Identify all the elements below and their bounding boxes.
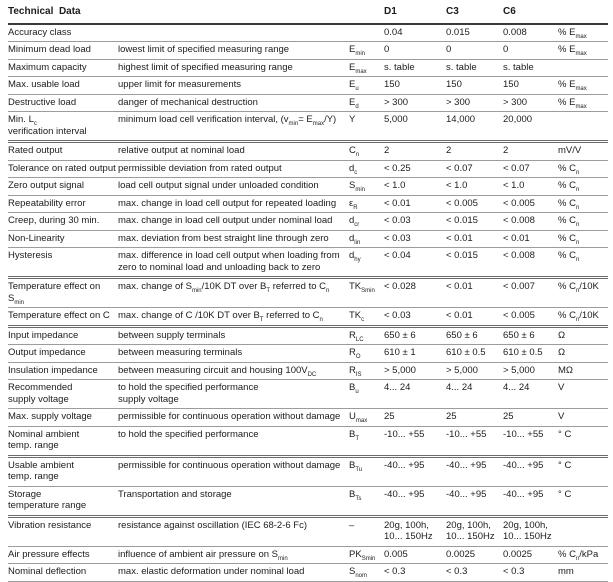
value-cell-c3: > 5,000 [446,362,503,380]
symbol-cell: $B_T$ [349,426,384,456]
row-description-cell: max. change of $S_{min}/10K$ DT over $B_T$ referred to $C_n$ [118,278,349,308]
value-cell-c6: s. table [503,59,558,77]
row-name-cell: Usable ambient temp. range [8,456,118,486]
value-cell-d1: < 0.01 [384,195,446,213]
row-name-cell: Max. supply voltage [8,409,118,427]
value-cell-c6: 20g, 100h, 10... 150Hz [503,516,558,546]
table-header [8,3,608,24]
value-cell-c3: < 1.0 [446,178,503,196]
row-description-cell: max. change of C /10K DT over $B_T$ referred to $C_n$ [118,308,349,327]
table-header-row [8,3,608,24]
symbol-cell [349,24,384,42]
value-cell-d1: 650 ± 6 [384,326,446,345]
table-row [8,112,608,142]
unit-cell [558,516,608,546]
value-cell-d1: < 0.028 [384,278,446,308]
symbol-cell: $C_n$ [349,142,384,161]
table-row [8,278,608,308]
row-description-cell: upper limit for measurements [118,77,349,95]
value-cell-c6: -40... +95 [503,486,558,516]
value-cell-c6: < 0.008 [503,213,558,231]
unit-cell: % $E_{max}$ [558,24,608,42]
row-name-cell: Insulation impedance [8,362,118,380]
unit-cell: % $E_{max}$ [558,94,608,112]
value-cell-c6: 2 [503,142,558,161]
unit-cell: ° C [558,486,608,516]
value-cell-c3: 650 ± 6 [446,326,503,345]
row-name-cell: Hysteresis [8,248,118,278]
unit-cell [558,59,608,77]
value-cell-c6: < 0.07 [503,160,558,178]
value-cell-d1: > 5,000 [384,362,446,380]
row-description-cell: permissible for continuous operation without damage [118,409,349,427]
value-cell-c6: > 300 [503,94,558,112]
value-cell-d1: 20g, 100h, 10... 150Hz [384,516,446,546]
column-header-c3: C3 [446,6,459,17]
unit-cell [558,112,608,142]
technical-data-table [8,3,608,582]
symbol-cell: $S_{min}$ [349,178,384,196]
row-name-cell: Input impedance [8,326,118,345]
symbol-cell: $E_d$ [349,94,384,112]
symbol-cell: $d_{hy}$ [349,248,384,278]
table-row [8,426,608,456]
row-description-cell: relative output at nominal load [118,142,349,161]
value-cell-c6: 4... 24 [503,380,558,409]
row-description-cell: to hold the specified performance supply voltage [118,380,349,409]
value-cell-c3: 0.0025 [446,546,503,564]
row-name-cell: Creep, during 30 min. [8,213,118,231]
value-cell-c3: -40... +95 [446,486,503,516]
value-cell-d1: -40... +95 [384,456,446,486]
value-cell-c3: < 0.015 [446,213,503,231]
value-cell-c6: 650 ± 6 [503,326,558,345]
value-cell-c6: 0.008 [503,24,558,42]
row-name-cell: Destructive load [8,94,118,112]
value-cell-c3: -40... +95 [446,456,503,486]
value-cell-d1: > 300 [384,94,446,112]
table-row [8,546,608,564]
table-row [8,142,608,161]
value-cell-c3: 14,000 [446,112,503,142]
unit-cell: % $C_n$ [558,195,608,213]
unit-cell: ° C [558,426,608,456]
value-cell-c3: < 0.07 [446,160,503,178]
value-cell-c6: < 1.0 [503,178,558,196]
table-row [8,486,608,516]
value-cell-d1: < 0.25 [384,160,446,178]
table-row [8,326,608,345]
value-cell-c3: 0.015 [446,24,503,42]
table-row [8,77,608,95]
row-name-cell: Output impedance [8,345,118,363]
row-description-cell: permissible for continuous operation without damage [118,456,349,486]
unit-cell: % $C_n$ [558,248,608,278]
row-description-cell: max. change in load cell output for repeated loading [118,195,349,213]
row-description-cell: max. difference in load cell output when loading from zero to nominal load and unloading back to zero [118,248,349,278]
unit-cell: % $C_n/10K$ [558,278,608,308]
value-cell-c3: < 0.3 [446,564,503,582]
value-cell-c6: 0.0025 [503,546,558,564]
row-name-cell: Maximum capacity [8,59,118,77]
value-cell-c3: < 0.01 [446,230,503,248]
symbol-cell: $d_{cr}$ [349,213,384,231]
row-description-cell: between measuring circuit and housing $100V_{DC}$ [118,362,349,380]
value-cell-c3: 25 [446,409,503,427]
value-cell-d1: 0.04 [384,24,446,42]
value-cell-d1: -40... +95 [384,486,446,516]
row-name-cell: Non-Linearity [8,230,118,248]
symbol-cell: Y [349,112,384,142]
row-name-cell: Tolerance on rated output [8,160,118,178]
unit-cell: % $C_n/10K$ [558,308,608,327]
symbol-cell: $E_{max}$ [349,59,384,77]
row-name-cell: Air pressure effects [8,546,118,564]
row-description-cell: Transportation and storage [118,486,349,516]
unit-cell: MΩ [558,362,608,380]
unit-cell: V [558,409,608,427]
table-row [8,516,608,546]
row-name-cell: Repeatability error [8,195,118,213]
row-description-cell: highest limit of specified measuring range [118,59,349,77]
table-row [8,308,608,327]
column-header-d1: D1 [384,6,397,17]
value-cell-c6: 610 ± 0.5 [503,345,558,363]
row-name-cell: Nominal ambient temp. range [8,426,118,456]
value-cell-c3: 610 ± 0.5 [446,345,503,363]
value-cell-c3: < 0.005 [446,195,503,213]
value-cell-d1: < 0.04 [384,248,446,278]
table-row [8,42,608,60]
table-row [8,248,608,278]
row-name-cell: Temperature effect on $S_{min}$ [8,278,118,308]
value-cell-c3: 20g, 100h, 10... 150Hz [446,516,503,546]
column-header-c6: C6 [503,6,516,17]
value-cell-d1: 5,000 [384,112,446,142]
symbol-cell: $R_{IS}$ [349,362,384,380]
value-cell-d1: 4... 24 [384,380,446,409]
table-row [8,362,608,380]
unit-cell: % $E_{max}$ [558,77,608,95]
value-cell-c6: -10... +55 [503,426,558,456]
unit-cell: % $C_n$ [558,213,608,231]
unit-cell: % $E_{max}$ [558,42,608,60]
table-row [8,409,608,427]
row-description-cell: danger of mechanical destruction [118,94,349,112]
table-row [8,160,608,178]
value-cell-c6: < 0.007 [503,278,558,308]
symbol-cell: $E_{min}$ [349,42,384,60]
value-cell-d1: 0.005 [384,546,446,564]
symbol-cell: $d_c$ [349,160,384,178]
table-row [8,59,608,77]
symbol-cell: $\varepsilon_R$ [349,195,384,213]
value-cell-d1: 2 [384,142,446,161]
table-row [8,456,608,486]
value-cell-c6: -40... +95 [503,456,558,486]
table-row [8,380,608,409]
value-cell-d1: 25 [384,409,446,427]
row-description-cell [118,24,349,42]
value-cell-d1: -10... +55 [384,426,446,456]
symbol-cell: – [349,516,384,546]
row-name-cell: Recommended supply voltage [8,380,118,409]
symbol-cell: $B_{Tu}$ [349,456,384,486]
value-cell-d1: 150 [384,77,446,95]
symbol-cell: $TK_c$ [349,308,384,327]
row-description-cell: influence of ambient air pressure on $S_{min}$ [118,546,349,564]
value-cell-d1: 0 [384,42,446,60]
row-name-cell: Nominal deflection [8,564,118,582]
value-cell-c6: < 0.005 [503,308,558,327]
value-cell-c6: < 0.3 [503,564,558,582]
value-cell-d1: 610 ± 1 [384,345,446,363]
value-cell-d1: < 1.0 [384,178,446,196]
row-description-cell: resistance against oscillation (IEC 68-2-6 Fc) [118,516,349,546]
symbol-cell: $B_{Ts}$ [349,486,384,516]
symbol-cell: $B_u$ [349,380,384,409]
unit-cell: mV/V [558,142,608,161]
unit-cell: % $C_n$/kPa [558,546,608,564]
table-row [8,94,608,112]
value-cell-c3: 150 [446,77,503,95]
value-cell-d1: < 0.03 [384,230,446,248]
value-cell-c3: 0 [446,42,503,60]
row-name-cell: Min. $L_c$ verification interval [8,112,118,142]
value-cell-c3: < 0.015 [446,248,503,278]
value-cell-c3: 4... 24 [446,380,503,409]
row-name-cell: Accuracy class [8,24,118,42]
value-cell-d1: < 0.3 [384,564,446,582]
value-cell-c6: < 0.005 [503,195,558,213]
table-row [8,345,608,363]
row-description-cell: load cell output signal under unloaded condition [118,178,349,196]
row-description-cell: max. deviation from best straight line through zero [118,230,349,248]
table-row [8,195,608,213]
unit-cell: Ω [558,326,608,345]
symbol-cell: $d_{lin}$ [349,230,384,248]
value-cell-c6: 20,000 [503,112,558,142]
row-name-cell: Rated output [8,142,118,161]
symbol-cell: $R_{LC}$ [349,326,384,345]
row-name-cell: Vibration resistance [8,516,118,546]
column-header-unit [558,3,608,24]
symbol-cell: $U_{max}$ [349,409,384,427]
table-row [8,230,608,248]
value-cell-c3: -10... +55 [446,426,503,456]
table-row [8,213,608,231]
value-cell-d1: < 0.03 [384,213,446,231]
value-cell-c3: > 300 [446,94,503,112]
row-description-cell: minimum load cell verification interval, $(v_{min}= E_{max}/Y)$ [118,112,349,142]
value-cell-d1: < 0.03 [384,308,446,327]
row-description-cell: max. change in load cell output under nominal load [118,213,349,231]
value-cell-c6: 0 [503,42,558,60]
value-cell-c6: > 5,000 [503,362,558,380]
symbol-cell: $R_O$ [349,345,384,363]
row-name-cell: Temperature effect on C [8,308,118,327]
value-cell-c6: 150 [503,77,558,95]
unit-cell: % $C_n$ [558,230,608,248]
row-description-cell: between measuring terminals [118,345,349,363]
row-description-cell: to hold the specified performance [118,426,349,456]
row-name-cell: Zero output signal [8,178,118,196]
value-cell-c6: < 0.01 [503,230,558,248]
table-body [8,24,608,582]
table-row [8,178,608,196]
row-name-cell: Max. usable load [8,77,118,95]
value-cell-c3: < 0.01 [446,278,503,308]
symbol-cell: $E_u$ [349,77,384,95]
row-description-cell: permissible deviation from rated output [118,160,349,178]
row-name-cell: Minimum dead load [8,42,118,60]
symbol-cell: $S_{nom}$ [349,564,384,582]
unit-cell: V [558,380,608,409]
value-cell-c6: 25 [503,409,558,427]
unit-cell: % $C_n$ [558,160,608,178]
unit-cell: % $C_n$ [558,178,608,196]
table-title: Technical Data [8,6,81,17]
row-description-cell: between supply terminals [118,326,349,345]
value-cell-c3: 2 [446,142,503,161]
row-description-cell: lowest limit of specified measuring range [118,42,349,60]
unit-cell: mm [558,564,608,582]
value-cell-d1: s. table [384,59,446,77]
symbol-cell: $TK_{Smin}$ [349,278,384,308]
unit-cell: ° C [558,456,608,486]
unit-cell: Ω [558,345,608,363]
symbol-cell: $PK_{Smin}$ [349,546,384,564]
value-cell-c3: < 0.01 [446,308,503,327]
row-description-cell: max. elastic deformation under nominal load [118,564,349,582]
table-row [8,24,608,42]
table-row [8,564,608,582]
value-cell-c6: < 0.008 [503,248,558,278]
value-cell-c3: s. table [446,59,503,77]
row-name-cell: Storage temperature range [8,486,118,516]
